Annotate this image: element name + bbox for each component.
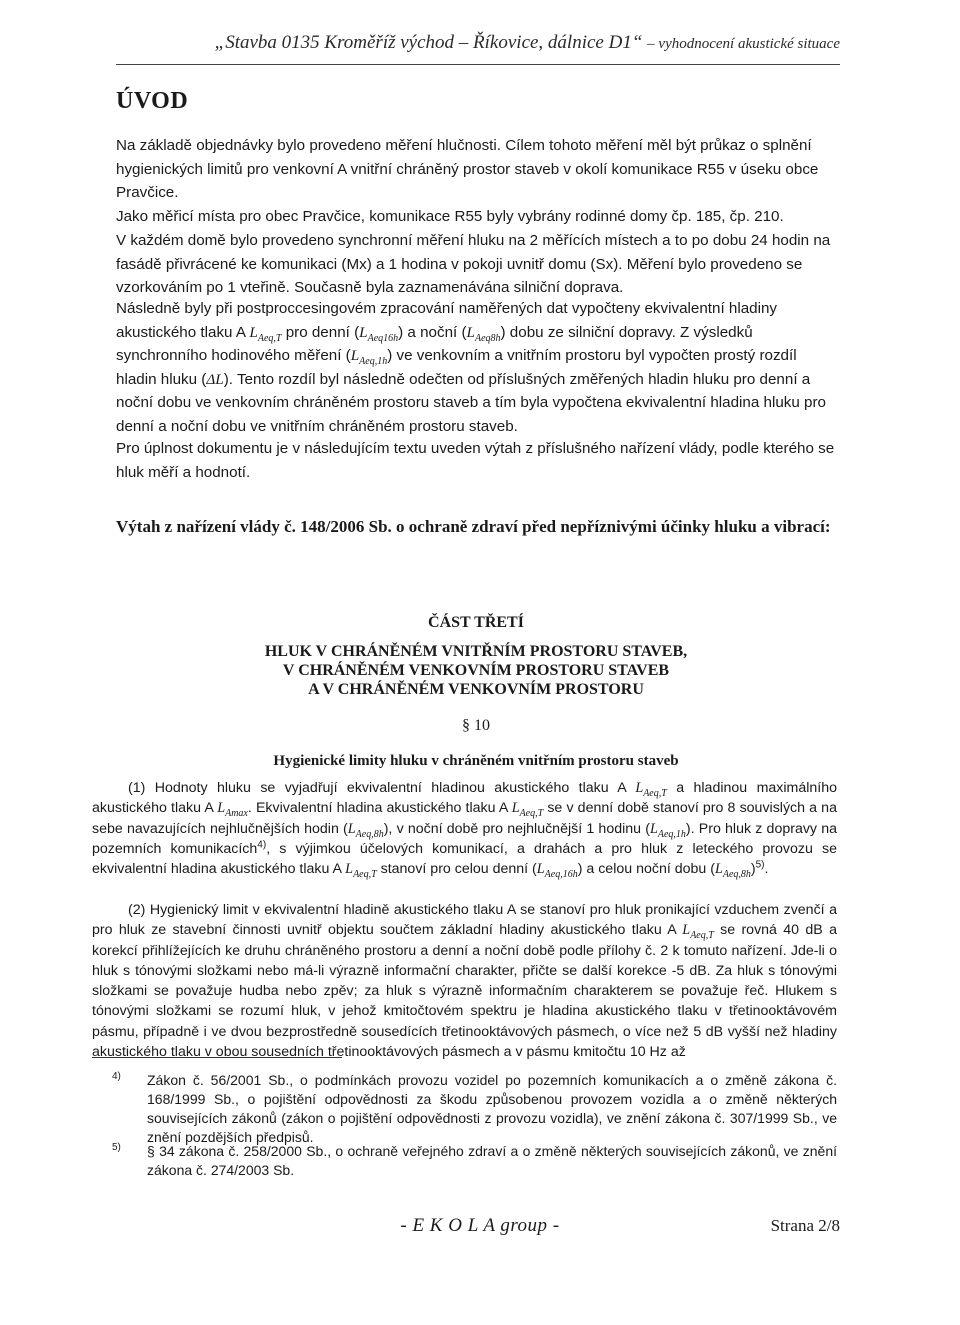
part-line-1: HLUK V CHRÁNĚNÉM VNITŘNÍM PROSTORU STAVEB,: [264, 643, 688, 660]
part-title: ČÁST TŘETÍ: [428, 614, 524, 631]
document-page: „Stavba 0135 Kroměříž východ – Říkovice, dálnice D1“ – vyhodnocení akustické situace ÚVOD Na základě objednávky bylo provedeno měření hlučnosti. Cílem tohoto měření měl být průkaz o splnění hygienických limitů pro venkovní A vnitřní chráněný prostor staveb v okolí komunikace R55 v úseku obce Pravčice. Jako měřicí místa pro obec Pravčice, komunikace R55 byly vybrány rodinné domy čp. 185, čp. 210. V každém domě bylo provedeno synchronní měření hluku na 2 měřících místech a to po dobu 24 hodin na fasádě přivrácené ke komunikaci (Mx) a 1 hodina v pokoji uvnitř domu (Sx). Měření bylo provedeno se vzorkováním po 1 vteřině. Současně byla zaznamenávána silniční doprava. Následně byly při postproccesingovém zpracování naměřených dat vypočteny ekvivalentní hladiny akustického tlaku A $L_{Aeq,T}$ pro denní $(L_{Aeq16h})$ a noční $(L_{Aeq8h})$ dobu ze silniční dopravy. Z výsledků synchronního hodinového měření $(L_{Aeq,1h})$ ve venkovním a vnitřním prostoru byl vypočten prostý rozdíl hladin hluku (ΔL). Tento rozdíl byl následně odečten od příslušných změřených hladin hluku pro denní a noční dobu ve venkovním chráněném prostoru staveb a tím byla vypočtena ekvivalentní hladina hluku pro denní a noční dobu ve vnitřním chráněném prostoru staveb. Pro úplnost dokumentu je v následujícím textu uveden výtah z příslušného nařízení vlády, podle kterého se hluk měří a hodnotí. Výtah z nařízení vlády č. 148/2006 Sb. o ochraně zdraví před nepříznivými účinky hluku a vibrací: ČÁST TŘETÍ HLUK V CHRÁNĚNÉM VNITŘNÍM PROSTORU STAVEB, V CHRÁNĚNÉM VENKOVNÍM PROSTORU STAVEB A V CHRÁNĚNÉM VENKOVNÍM PROSTORU § 10 Hygienické limity hluku v chráněném vnitřním prostoru staveb (1) Hodnoty hluku se vyjadřují ekvivalentní hladinou akustického tlaku A $L_{Aeq,T}$ a hladinou maximálního akustického tlaku A $L_{Amax}$. Ekvivalentní hladina akustického tlaku A $L_{Aeq,T}$ se v denní době stanoví pro 8 souvislých a na sebe navazujících nejhlučnějších hodin $(L_{Aeq,8h})$, v noční době pro nejhlučnější 1 hodinu $(L_{Aeq,1h})$. Pro hluk z dopravy na pozemních komunikacích$^{4)}$, s výjimkou účelových komunikací, a drahách a pro hluk z leteckého provozu se ekvivalentní hladina akustického tlaku A $L_{Aeq,T}$ stanoví pro celou denní $(L_{Aeq,16h})$ a celou noční dobu $(L_{Aeq,8h})^{5)}$. (2) Hygienický limit v ekvivalentní hladině akustického tlaku A se stanoví pro hluk pronikající vzduchem zvenčí a pro hluk ze stavební činnosti uvnitř objektu součtem základní hladiny akustického tlaku A $L_{Aeq,T}$ se rovná 40 dB a korekcí přihlížejících ke druhu chráněného prostoru a denní a noční době podle přílohy č. 2 k tomuto nařízení. Jde-li o hluk s tónovými složkami nebo má-li výrazně informační charakter, přičte se další korekce -5 dB. Za hluk s tónovými složkami se považuje hudba nebo zpěv; za hluk s výrazně informačním charakterem se považuje řeč. Hlukem s tónovými složkami se rozumí hluk, v jehož kmitočtovém spektru je hladina akustického tlaku v třetinooktávovém pásmu, případně i ve dvou bezprostředně sousedících třetinooktávových pásmech, o více než 5 dB vyšší než hladiny akustického tlaku v obou sousedních třetinooktávových pásmech a v pásmu kmitočtu 10 Hz až 4) Zákon č. 56/2001 Sb., o podmínkách provozu vozidel po pozemních komunikacích a o změně zákona č. 168/1999 Sb., o pojištění odpovědnosti za škodu způsobenou provozem vozidla a o změně některých souvisejících zákonů (zákon o pojištění odpovědnosti z provozu vozidla), ve znění zákona č. 307/1999 Sb., ve znění pozdějších předpisů. 5) § 34 zákona č. 258/2000 Sb., o ochraně veřejného zdraví a o změně některých souvisejících zákonů, ve znění zákona č. 274/2003 Sb. - E K O L A group - Strana 2/8: [92, 32, 840, 1236]
symbol-laeqt: $L_{Aeq,T}$: [249, 323, 282, 344]
intro-paragraph-2: Jako měřicí místa pro obec Pravčice, komunikace R55 byly vybrány rodinné domy čp. 185, čp. 210.: [116, 208, 784, 225]
footer-company: - E K O L A group -: [400, 1215, 560, 1236]
law-section-2: (2) Hygienický limit v ekvivalentní hladině akustického tlaku A se stanoví pro hluk pronikající vzduchem zvenčí a pro hluk ze stavební činnosti uvnitř objektu součtem základní hladiny akustického tlaku A $L_{Aeq,T}$ se rovná 40 dB a korekcí přihlížejících ke druhu chráněného prostoru a denní a noční době podle přílohy č. 2 k tomuto nařízení. Jde-li o hluk s tónovými složkami nebo má-li výrazně informační charakter, přičte se další korekce -5 dB. Za hluk s tónovými složkami se považuje hudba nebo zpěv; za hluk s výrazně informačním charakterem se považuje řeč. Hlukem s tónovými složkami se rozumí hluk, v jehož kmitočtovém spektru je hladina akustického tlaku v třetinooktávovém pásmu, případně i ve dvou bezprostředně sousedících třetinooktávových pásmech, o více než 5 dB vyšší než hladiny akustického tlaku v obou sousedních třetinooktávových pásmech a v pásmu kmitočtu 10 Hz až: [92, 902, 837, 1061]
footnote-ref-4[interactable]: 4): [257, 839, 267, 851]
intro-paragraph-3: V každém domě bylo provedeno synchronní měření hluku na 2 měřících místech a to po dobu 24 hodin na fasádě přivrácené ke komunikaci (Mx) a 1 hodina v pokoji uvnitř domu (Sx). Měření bylo provedeno se vzorkováním po 1 vteřině. Současně byla zaznamenávána silniční doprava.: [116, 232, 831, 296]
intro-paragraph-5: Pro úplnost dokumentu je v následujícím textu uveden výtah z příslušného nařízení vlády, podle kterého se hluk měří a hodnotí.: [116, 440, 835, 481]
symbol-laeq16h: $L_{Aeq16h}$: [359, 323, 399, 344]
footer-page-number: Strana 2/8: [770, 1216, 840, 1235]
intro-paragraph-4: Následně byly při postproccesingovém zpracování naměřených dat vypočteny ekvivalentní hladiny akustického tlaku A $L_{Aeq,T}$ pro denní $(L_{Aeq16h})$ a noční $(L_{Aeq8h})$ dobu ze silniční dopravy. Z výsledků synchronního hodinového měření $(L_{Aeq,1h})$ ve venkovním a vnitřním prostoru byl vypočten prostý rozdíl hladin hluku (ΔL). Tento rozdíl byl následně odečten od příslušných změřených hladin hluku pro denní a noční dobu ve venkovním chráněném prostoru staveb a tím byla vypočtena ekvivalentní hladina hluku pro denní a noční dobu ve vnitřním chráněném prostoru staveb.: [116, 300, 827, 435]
footnote-ref-5[interactable]: 5): [755, 859, 765, 871]
footnote-divider: [92, 1057, 342, 1058]
header-subtitle: – vyhodnocení akustické situace: [647, 36, 840, 52]
symbol-laeq8h: $L_{Aeq8h}$: [466, 323, 501, 344]
symbol-laeq1h: $L_{Aeq,1h}$: [350, 347, 388, 368]
part-line-2: V CHRÁNĚNÉM VENKOVNÍM PROSTORU STAVEB: [282, 662, 670, 679]
symbol-delta-l: ΔL: [206, 370, 224, 388]
law-section-1: (1) Hodnoty hluku se vyjadřují ekvivalentní hladinou akustického tlaku A $L_{Aeq,T}$ a hladinou maximálního akustického tlaku A $L_{Amax}$. Ekvivalentní hladina akustického tlaku A $L_{Aeq,T}$ se v denní době stanoví pro 8 souvislých a na sebe navazujících nejhlučnějších hodin $(L_{Aeq,8h})$, v noční době pro nejhlučnější 1 hodinu $(L_{Aeq,1h})$. Pro hluk z dopravy na pozemních komunikacích$^{4)}$, s výjimkou účelových komunikací, a drahách a pro hluk z leteckého provozu se ekvivalentní hladina akustického tlaku A $L_{Aeq,T}$ stanoví pro celou denní $(L_{Aeq,16h})$ a celou noční dobu $(L_{Aeq,8h})^{5)}$.: [92, 780, 838, 881]
section-heading: ÚVOD: [116, 88, 189, 114]
part-line-3: A V CHRÁNĚNÉM VENKOVNÍM PROSTORU: [308, 681, 644, 698]
intro-paragraph-1: Na základě objednávky bylo provedeno měření hlučnosti. Cílem tohoto měření měl být průkaz o splnění hygienických limitů pro venkovní A vnitřní chráněný prostor staveb v okolí komunikace R55 v úseku obce Pravčice.: [116, 137, 819, 201]
page-header: [150, 32, 840, 54]
header-divider: [116, 64, 840, 65]
section-title: Hygienické limity hluku v chráněném vnitřním prostoru staveb: [273, 753, 679, 769]
header-title: „Stavba 0135 Kroměříž východ – Říkovice, dálnice D1“: [214, 32, 643, 53]
paragraph-mark: § 10: [462, 717, 490, 734]
extract-title: Výtah z nařízení vlády č. 148/2006 Sb. o ochraně zdraví před nepříznivými účinky hluku a vibrací:: [116, 517, 831, 536]
